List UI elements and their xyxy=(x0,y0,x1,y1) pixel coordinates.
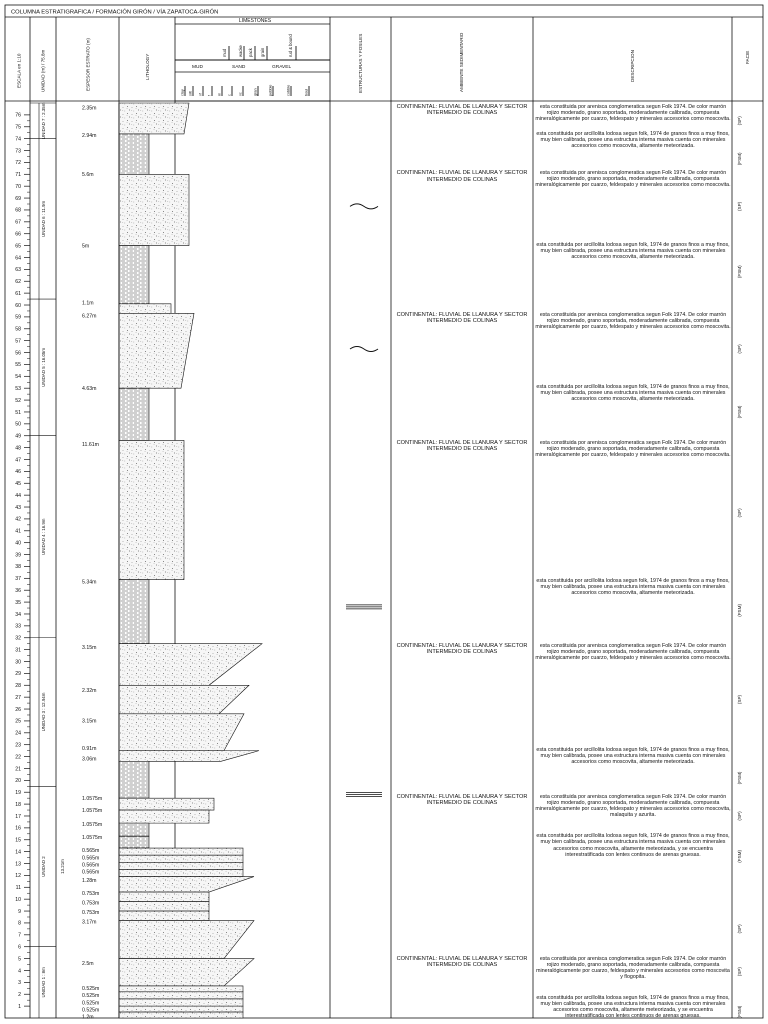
facies-code: (FSM) xyxy=(737,604,742,617)
sandstone-bed xyxy=(119,877,254,892)
sandstone-bed xyxy=(119,862,243,869)
description-block xyxy=(535,578,731,610)
unit-label: UNIDAD 5 : 16.05m xyxy=(41,347,46,387)
scale-label: 41 xyxy=(15,528,21,535)
scale-label: 63 xyxy=(15,267,21,274)
mudstone-bed xyxy=(119,388,149,440)
environment-column xyxy=(393,104,531,978)
bed-thickness-label: 1.2m xyxy=(82,1014,94,1021)
scale-label: 32 xyxy=(15,635,21,642)
description-block xyxy=(535,242,731,274)
grain-label-clay: clay xyxy=(180,89,185,96)
bed-thickness-label: 1.0575m xyxy=(82,822,103,829)
description-text: esta constituida por arenisca conglomeratica segun Folk 1974. De color marrón rojizo moderado, grano soportada, moderadamente calibrada, compuesta mineralógicamente por cuarzo, feldespato y minerales accesorios como moscovita, malaquita y azurita. xyxy=(535,794,731,819)
scale-label: 2 xyxy=(18,992,21,999)
mudstone-bed xyxy=(119,823,149,836)
scale-label: 45 xyxy=(15,481,21,488)
unit-label: UNIDAD 4 : 16.9m xyxy=(41,518,46,555)
scale-label: 56 xyxy=(15,350,21,357)
facies-code: (SP) xyxy=(737,967,742,977)
scale-label: 37 xyxy=(15,576,21,583)
bed-thickness-label: 0.525m xyxy=(82,993,100,1000)
description-text: esta constituida por arenisca conglomeratica segun Folk 1974. De color marrón rojizo moderado, grano soportada, moderadamente calibrada, compuesta mineralógicamente por cuarzo, feldespato y minerales accesorios como moscovita. xyxy=(535,643,731,662)
bed-thickness-label: 2.94m xyxy=(82,132,97,139)
bed-thickness-label: 2.32m xyxy=(82,687,97,694)
header-lithology: LITHOLOGY xyxy=(145,53,150,80)
scale-label: 27 xyxy=(15,694,21,701)
header-ambiente: AMBIENTE SEDIMENTARIO xyxy=(459,32,464,92)
scale-label: 59 xyxy=(15,314,21,321)
scale-label: 73 xyxy=(15,148,21,155)
scale-label: 28 xyxy=(15,683,21,690)
environment-block xyxy=(393,312,531,334)
bed-thickness-label: 6.27m xyxy=(82,313,97,320)
scale-label: 42 xyxy=(15,516,21,523)
bed-thickness-label: 0.753m xyxy=(82,891,100,898)
unit-label: UNIDAD 7 : 2.35m xyxy=(41,102,46,140)
ripple-icon xyxy=(350,346,378,351)
sandstone-bed xyxy=(119,992,243,999)
bed-thickness-label: 0.565m xyxy=(82,869,100,876)
sandstone-bed xyxy=(119,921,254,959)
description-block xyxy=(535,170,731,202)
scale-label: 15 xyxy=(15,837,21,844)
scale-label: 35 xyxy=(15,599,21,606)
scale-label: 26 xyxy=(15,706,21,713)
bed-thickness-label: 3.15m xyxy=(82,645,97,652)
description-column xyxy=(535,104,731,1024)
scale-label: 71 xyxy=(15,172,21,179)
sandstone-bed xyxy=(119,103,189,134)
sandstone-bed xyxy=(119,911,209,921)
bed-thickness-label: 0.565m xyxy=(82,848,100,855)
scale-label: 17 xyxy=(15,813,21,820)
environment-block xyxy=(393,956,531,978)
scale-label: 20 xyxy=(15,778,21,785)
scale-label: 64 xyxy=(15,255,21,262)
bed-thickness-label: 3.15m xyxy=(82,718,97,725)
scale-label: 51 xyxy=(15,409,21,416)
mudstone-bed xyxy=(119,761,149,798)
description-text: esta constituida por arcillolita lodosa segun folk, 1974 de granos finos a muy finos, muy bien calibrada, posee una estructura interna masiva cuenta con minerales accesorios como moscovita, altamente meteorizada. xyxy=(536,241,730,260)
environment-block xyxy=(393,440,531,462)
description-block xyxy=(535,995,731,1024)
sandstone-bed xyxy=(119,959,254,986)
scale-label: 54 xyxy=(15,374,21,381)
bed-thickness-label: 0.525m xyxy=(82,986,100,993)
facies-code: (SP) xyxy=(737,694,742,705)
grain-label-silt: silt xyxy=(188,91,193,96)
header-espesor: ESPESOR ESTRATO (m) xyxy=(85,38,91,91)
scale-label: 7 xyxy=(18,932,21,939)
unit-label: UNIDAD 2 xyxy=(41,856,46,877)
environment-block xyxy=(393,170,531,192)
sandstone-bed xyxy=(119,685,249,714)
grain-mid-gravel: GRAVEL xyxy=(272,65,292,70)
sandstone-bed xyxy=(119,848,243,855)
grain-top-rud-bound: rud & bound xyxy=(288,34,293,57)
header-unidad: UNIDAD (m) / 75.8m xyxy=(40,49,46,92)
bed-thickness-label: 1.28m xyxy=(82,877,97,884)
unit-dividers xyxy=(30,103,56,1018)
sandstone-bed xyxy=(119,1012,243,1018)
scale-label: 72 xyxy=(15,160,21,167)
facies-code: (SP) xyxy=(737,201,742,211)
scale-label: 76 xyxy=(15,112,21,119)
scale-label: 13 xyxy=(15,861,21,868)
bed-thickness-label: 0.565m xyxy=(82,855,100,862)
header-limestones: LIMESTONES xyxy=(238,18,272,24)
grain-label-boul: boul xyxy=(304,88,309,96)
limestone-texture-scale xyxy=(175,34,330,70)
scale-label: 33 xyxy=(15,623,21,630)
sandstone-bed xyxy=(119,986,243,992)
sandstone-bed xyxy=(119,304,171,314)
scale-label: 61 xyxy=(15,290,21,297)
environment-text: CONTINENTAL: FLUVIAL DE LLANURA Y SECTOR INTERMEDIO DE COLINAS xyxy=(396,955,528,968)
scale-label: 21 xyxy=(15,766,21,773)
sandstone-bed xyxy=(119,313,194,388)
facies-code: (SP) xyxy=(737,811,742,821)
scale-label: 60 xyxy=(15,302,21,309)
scale-label: 70 xyxy=(15,183,21,190)
facies-code: (FSM) xyxy=(737,850,742,863)
unit-2-thickness: 13.21m xyxy=(60,859,65,874)
bed-thickness-label: 5.6m xyxy=(82,172,94,179)
bed-thickness-label: 4.63m xyxy=(82,385,97,392)
scale-label: 9 xyxy=(18,908,21,915)
scale-label: 69 xyxy=(15,195,21,202)
bed-thickness-label: 5m xyxy=(82,243,90,250)
scale-label: 38 xyxy=(15,564,21,571)
scale-label: 11 xyxy=(15,885,21,892)
bed-thickness-label: 1.0575m xyxy=(82,807,103,814)
facies-code: (SP) xyxy=(737,344,742,354)
description-text: esta constituida por arenisca conglomeratica segun Folk 1974. De color marrón rojizo moderado, grano soportada, moderadamente calibrada, compuesta mineralógicamente por cuarzo, feldespato y minerales accesorios como moscovita. xyxy=(535,103,731,122)
grain-label-c: c xyxy=(227,94,232,96)
description-text: esta constituida por arenisca conglomeratica segun Folk 1974. De color marrón rojizo moderado, grano soportada, moderadamente calibrada, compuesta mineralógicamente por cuarzo, feldespato y minerales accesorios como moscovita. xyxy=(535,440,731,459)
scale-label: 19 xyxy=(15,790,21,797)
header-estructuras: ESTRUCTURAS Y FOSILES xyxy=(358,33,363,93)
facies-code: (FSM) xyxy=(737,771,742,785)
mudstone-bed xyxy=(119,246,149,304)
bed-thickness-label: 0.753m xyxy=(82,900,100,907)
scale-label: 52 xyxy=(15,397,21,404)
description-text: esta constituida por arenisca conglomeratica segun Folk 1974. De color marrón rojizo moderado, grano soportada, moderadamente calibrada, compuesta mineralógicamente por cuarzo, feldespato y minerales accesorios como moscovita y flogopita. xyxy=(536,955,730,981)
unit-label: UNIDAD 1 : 8m xyxy=(41,967,46,998)
facies-code: (FSM) xyxy=(737,405,742,419)
scale-label: 31 xyxy=(15,647,21,654)
bed-thickness-label: 3.17m xyxy=(82,919,97,926)
bed-thickness-label: 2.5m xyxy=(82,961,94,968)
sandstone-bed xyxy=(119,440,184,579)
description-block xyxy=(535,643,731,675)
environment-text: CONTINENTAL: FLUVIAL DE LLANURA Y SECTOR INTERMEDIO DE COLINAS xyxy=(396,103,528,116)
description-block xyxy=(535,312,731,344)
scale-label: 24 xyxy=(15,730,21,737)
scale-label: 66 xyxy=(15,231,21,238)
scale-label: 36 xyxy=(15,588,21,595)
scale-label: 1 xyxy=(18,1003,21,1010)
environment-text: CONTINENTAL: FLUVIAL DE LLANURA Y SECTOR INTERMEDIO DE COLINAS xyxy=(396,440,528,453)
sandstone-bed xyxy=(119,751,259,762)
sandstone-bed xyxy=(119,892,209,902)
scale-label: 58 xyxy=(15,326,21,333)
grain-top-grain: grain xyxy=(260,47,265,57)
environment-block xyxy=(393,794,531,816)
bed-thickness-label: 0.91m xyxy=(82,746,97,753)
facies-code: (FSM) xyxy=(737,265,742,279)
scale-label: 74 xyxy=(15,136,21,143)
description-block xyxy=(535,384,731,416)
mudstone-bed xyxy=(119,580,149,644)
scale-label: 30 xyxy=(15,659,21,666)
grain-label-m: m xyxy=(217,92,222,96)
lamination-icon xyxy=(346,605,382,609)
sandstone-bed xyxy=(119,999,243,1006)
grain-top-wacke: wacke xyxy=(238,45,243,57)
sandstone-bed xyxy=(119,869,243,876)
sandstone-bed xyxy=(119,714,244,751)
grain-label-f: f xyxy=(207,94,212,96)
description-block xyxy=(535,747,731,779)
scale-label: 49 xyxy=(15,433,21,440)
facies-code: (SP) xyxy=(737,508,742,518)
bed-thickness-label: 11.61m xyxy=(82,441,99,448)
description-block xyxy=(535,794,731,826)
grain-size-scale xyxy=(181,85,310,96)
scale-label: 18 xyxy=(15,801,21,808)
scale-label: 75 xyxy=(15,124,21,131)
bed-thickness-label: 1.0575m xyxy=(82,835,103,842)
header-facie: FACIE xyxy=(745,50,750,64)
description-text: esta constituida por arcillolita lodosa segun folk, 1974 de granos finos a muy finos, muy bien calibrada, posee una estructura interna masiva cuenta con minerales accesorios como moscovita, altamente meteorizada. xyxy=(536,746,730,765)
facies-code: (FSM) xyxy=(737,152,742,166)
bed-thickness-labels xyxy=(82,106,102,1021)
environment-text: CONTINENTAL: FLUVIAL DE LLANURA Y SECTOR INTERMEDIO DE COLINAS xyxy=(396,311,528,324)
environment-text: CONTINENTAL: FLUVIAL DE LLANURA Y SECTOR INTERMEDIO DE COLINAS xyxy=(396,794,528,807)
scale-label: 23 xyxy=(15,742,21,749)
grain-label-vf: vf xyxy=(198,93,203,96)
mudstone-bed xyxy=(119,836,149,848)
facies-code: (SP) xyxy=(737,116,742,126)
scale-label: 48 xyxy=(15,445,21,452)
scale-label: 40 xyxy=(15,540,21,547)
scale-label: 44 xyxy=(15,492,21,499)
environment-block xyxy=(393,643,531,665)
environment-text: CONTINENTAL: FLUVIAL DE LLANURA Y SECTOR INTERMEDIO DE COLINAS xyxy=(396,170,528,183)
scale-label: 68 xyxy=(15,207,21,214)
bed-thickness-label: 1.0575m xyxy=(82,795,103,802)
bed-thickness-label: 5.34m xyxy=(82,579,97,586)
description-block xyxy=(535,956,731,988)
scale-label: 10 xyxy=(15,896,21,903)
scale-label: 62 xyxy=(15,279,21,286)
sandstone-bed xyxy=(119,644,262,686)
scale-label: 3 xyxy=(18,980,21,987)
facies-code: (FSM) xyxy=(737,1005,742,1019)
sandstone-bed xyxy=(119,1006,243,1012)
sedimentary-structures xyxy=(346,204,382,797)
lithology-column xyxy=(119,103,262,1018)
depth-scale xyxy=(15,113,30,1010)
header-descripcion: DESCRIPCION xyxy=(630,50,635,82)
bed-thickness-label: 0.525m xyxy=(82,1000,100,1007)
scale-label: 67 xyxy=(15,219,21,226)
facies-codes xyxy=(737,116,742,1019)
description-block xyxy=(535,440,731,472)
bed-thickness-label: 0.525m xyxy=(82,1007,100,1014)
scale-label: 39 xyxy=(15,552,21,559)
bed-thickness-label: 2.35m xyxy=(82,105,97,112)
description-text: esta constituida por arenisca conglomeratica segun Folk 1974. De color marrón rojizo moderado, grano soportada, moderadamente calibrada, compuesta mineralógicamente por cuarzo, feldespato y minerales accesorios como moscovita. xyxy=(535,170,731,189)
scale-label: 43 xyxy=(15,504,21,511)
scale-label: 47 xyxy=(15,457,21,464)
scale-label: 4 xyxy=(18,968,21,975)
description-block xyxy=(535,131,731,163)
bed-thickness-label: 3.06m xyxy=(82,756,97,763)
grain-label-vc: vc xyxy=(238,92,243,96)
description-text: esta constituida por arenisca conglomeratica segun Folk 1974. De color marrón rojizo moderado, grano soportada, moderadamente calibrada, compuesta mineralógicamente por cuarzo, feldespato y minerales accesorios como moscovita. xyxy=(535,311,731,330)
sandstone-bed xyxy=(119,902,209,912)
scale-label: 65 xyxy=(15,243,21,250)
scale-label: 57 xyxy=(15,338,21,345)
scale-label: 8 xyxy=(18,920,21,927)
scale-label: 14 xyxy=(15,849,21,856)
scale-label: 25 xyxy=(15,718,21,725)
header-escala: ESCALA en 1:10 xyxy=(16,53,22,88)
unit-labels xyxy=(41,102,65,997)
sandstone-bed xyxy=(119,855,243,862)
unit-label: UNIDAD 3 : 12.94m xyxy=(41,692,46,732)
description-text: esta constituida por arcillolita lodosa segun folk, 1974 de granos finos a muy finos, muy bien calibrada, posee una estructura interna masiva cuenta con minerales accesorios como moscovita, altamente meteorizada. xyxy=(536,384,730,403)
grain-label-cobble: cobble xyxy=(286,84,291,96)
environment-block xyxy=(393,104,531,126)
environment-text: CONTINENTAL: FLUVIAL DE LLANURA Y SECTOR INTERMEDIO DE COLINAS xyxy=(396,643,528,656)
sandstone-bed xyxy=(119,174,189,245)
bed-thickness-label: 0.565m xyxy=(82,862,100,869)
scale-label: 6 xyxy=(18,944,21,951)
grain-mid-mud: MUD xyxy=(192,65,203,70)
scale-label: 34 xyxy=(15,611,21,618)
description-text: esta constituida por arcillolita lodosa segun folk, 1974 de granos finos a muy finos, muy bien calibrada, posee una estructura interna masiva cuenta con minerales accesorios como moscovita, altamente meteorizada. xyxy=(536,131,730,150)
grain-top-pack: pack xyxy=(248,48,253,57)
description-text: esta constituida por arcillolita lodosa segun folk, 1974 de granos finos a muy finos, muy bien calibrada, posee una estructura interna masiva cuenta con minerales accesorios como moscovita, altamente meteorizada, y se encuentra interestratificada con lentes continuos de arenas gruesas. xyxy=(536,833,730,858)
lamination-icon xyxy=(346,793,382,797)
scale-label: 46 xyxy=(15,469,21,476)
facies-code: (SP) xyxy=(737,924,742,934)
scale-label: 29 xyxy=(15,671,21,678)
scale-label: 16 xyxy=(15,825,21,832)
grain-top-mud: mud xyxy=(222,48,227,57)
scale-label: 55 xyxy=(15,362,21,369)
unit-label: UNIDAD 6 : 11.9m xyxy=(41,200,46,237)
description-block xyxy=(535,833,731,865)
sandstone-bed xyxy=(119,798,214,810)
scale-label: 50 xyxy=(15,421,21,428)
scale-label: 22 xyxy=(15,754,21,761)
grain-label-pebble: pebble xyxy=(268,84,273,96)
scale-label: 5 xyxy=(18,956,21,963)
ripple-icon xyxy=(350,204,378,209)
description-text: esta constituida por arcillolita lodosa segun folk, 1974 de granos finos a muy finos, muy bien calibrada, posee una estructura interna masiva cuenta con minerales accesorios como moscovita, altamente meteorizada. xyxy=(536,577,730,597)
scale-label: 12 xyxy=(15,873,21,880)
bed-thickness-label: 1.1m xyxy=(82,300,94,307)
bed-thickness-label: 0.753m xyxy=(82,910,100,917)
grain-label-gran: gran xyxy=(253,88,258,96)
mudstone-bed xyxy=(119,134,149,174)
sandstone-bed xyxy=(119,810,209,823)
description-text: esta constituida por arcillolita lodosa segun folk, 1974 de granos finos a muy finos, muy bien calibrada, posee una estructura interna masiva cuenta con minerales accesorios como moscovita, altamente meteorizada, y se encuentra interestratificada con lentes continuos de arenas gruesas. xyxy=(536,994,730,1020)
sheet-title: COLUMNA ESTRATIGRAFICA / FORMACIÓN GIRÓN / VÍA ZAPATOCA-GIRÓN xyxy=(11,9,219,16)
grain-mid-sand: SAND xyxy=(232,65,246,70)
scale-label: 53 xyxy=(15,385,21,392)
